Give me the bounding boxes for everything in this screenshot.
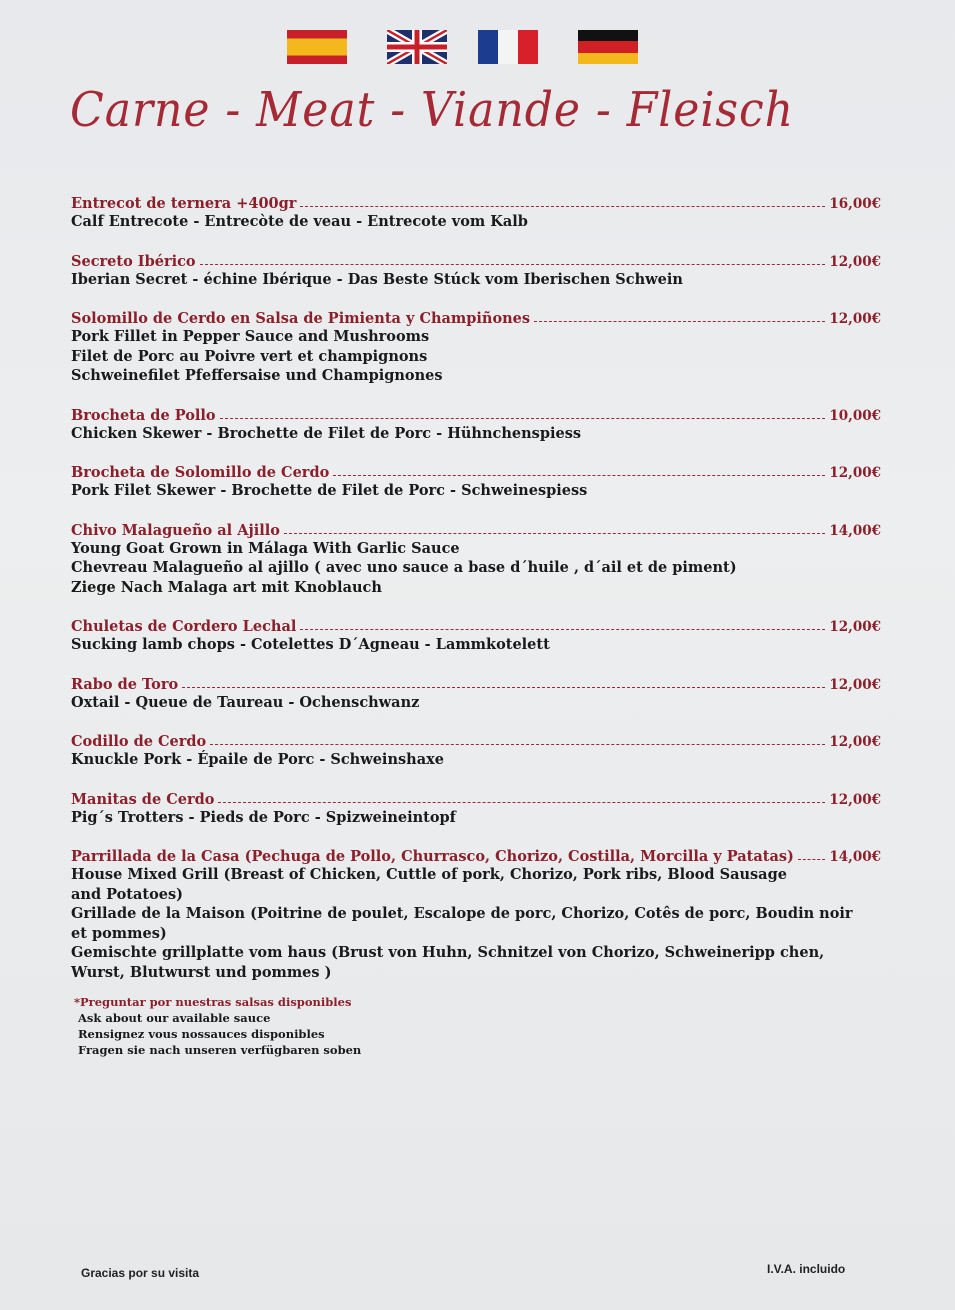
- dish-description: Calf Entrecote - Entrecòte de veau - Entrecote vom Kalb: [71, 213, 528, 230]
- menu-item: [71, 730, 881, 770]
- dish-description: et pommes): [71, 924, 167, 942]
- dotted-leader: [284, 533, 825, 534]
- dish-description: Schweinefilet Pfeffersaise und Champignones: [71, 367, 443, 384]
- dish-price: 12,00€: [829, 253, 881, 270]
- menu-item: [71, 461, 881, 501]
- dish-name: Chuletas de Cordero Lechal: [71, 618, 297, 635]
- dish-description: and Potatoes): [71, 885, 184, 903]
- language-flags: [287, 30, 639, 64]
- dish-price: 12,00€: [829, 791, 881, 808]
- dotted-leader: [534, 321, 825, 322]
- france-flag-icon[interactable]: [478, 30, 538, 64]
- menu-item-header: [71, 192, 881, 212]
- menu-item: [71, 615, 881, 655]
- dotted-leader: [220, 418, 826, 419]
- menu-item: [71, 845, 881, 982]
- dish-description: Pig´s Trotters - Pieds de Porc - Spizweineintopf: [71, 808, 456, 826]
- dish-description: Sucking lamb chops - Cotelettes D´Agneau - Lammkotelett: [71, 636, 550, 653]
- dotted-leader: [200, 264, 826, 265]
- menu-item-header: [71, 673, 881, 693]
- uk-flag-icon[interactable]: [387, 30, 447, 64]
- dish-price: 12,00€: [829, 465, 881, 481]
- dish-price: 12,00€: [829, 734, 881, 750]
- dish-name: Brocheta de Solomillo de Cerdo: [71, 464, 330, 481]
- dish-name: Secreto Ibérico: [71, 252, 196, 270]
- menu-item-header: [71, 845, 881, 865]
- menu-item: [71, 404, 881, 444]
- menu-item-header: [71, 615, 881, 635]
- menu-item: [71, 307, 881, 386]
- dish-description: Grillade de la Maison (Poitrine de poulet, Escalope de porc, Chorizo, Cotês de porc, Boudin noir: [71, 905, 853, 922]
- dish-price: 10,00€: [829, 407, 881, 424]
- note-line: Ask about our available sauce: [78, 1011, 271, 1025]
- dotted-leader: [300, 629, 825, 630]
- dish-name: Manitas de Cerdo: [71, 790, 215, 808]
- dish-description: House Mixed Grill (Breast of Chicken, Cuttle of pork, Chorizo, Pork ribs, Blood Sausage: [71, 866, 787, 883]
- dish-description: Pork Fillet in Pepper Sauce and Mushrooms: [71, 328, 430, 345]
- dish-price: 12,00€: [829, 676, 881, 693]
- dish-description: Chicken Skewer - Brochette de Filet de Porc - Hühnchenspiess: [71, 424, 582, 442]
- dish-description: Chevreau Malagueño al ajillo ( avec uno sauce a base d´huile , d´ail et de piment): [71, 559, 737, 576]
- dish-price: 14,00€: [829, 522, 881, 539]
- menu-item-header: [71, 307, 881, 327]
- dotted-leader: [300, 206, 825, 207]
- dish-name: Parrillada de la Casa (Pechuga de Pollo, Churrasco, Chorizo, Costilla, Morcilla y Patatas): [71, 848, 794, 865]
- dotted-leader: [798, 859, 825, 860]
- menu-item: [71, 250, 881, 290]
- dish-price: 14,00€: [829, 849, 881, 865]
- menu-item-header: [71, 404, 881, 424]
- sauce-notes: [74, 994, 361, 1058]
- dish-description: Gemischte grillplatte vom haus (Brust von Huhn, Schnitzel von Chorizo, Schweineripp chen,: [71, 944, 825, 961]
- spain-flag-icon[interactable]: [287, 30, 347, 64]
- dish-name: Rabo de Toro: [71, 675, 179, 693]
- menu-item-header: [71, 250, 881, 270]
- footer-vat: I.V.A. incluido: [767, 1262, 846, 1276]
- dish-name: Codillo de Cerdo: [71, 733, 207, 750]
- dotted-leader: [333, 475, 825, 476]
- footer-thanks: Gracias por su visita: [81, 1266, 200, 1280]
- dish-name: Entrecot de ternera +400gr: [71, 195, 297, 212]
- note-line: Fragen sie nach unseren verfügbaren soben: [78, 1043, 362, 1057]
- menu-item: [71, 192, 881, 232]
- menu-item-header: [71, 788, 881, 808]
- dish-name: Solomillo de Cerdo en Salsa de Pimienta y Champiñones: [71, 310, 531, 327]
- dish-description: Pork Filet Skewer - Brochette de Filet de Porc - Schweinespiess: [71, 482, 588, 499]
- note-line: Rensignez vous nossauces disponibles: [78, 1027, 325, 1041]
- dish-description: Young Goat Grown in Málaga With Garlic Sauce: [71, 539, 460, 557]
- dish-description: Iberian Secret - échine Ibérique - Das Beste Stúck vom Iberischen Schwein: [71, 270, 683, 288]
- dish-price: 16,00€: [829, 196, 881, 212]
- dish-description: Filet de Porc au Poivre vert et champignons: [71, 347, 428, 365]
- dish-price: 12,00€: [829, 619, 881, 635]
- dish-description: Ziege Nach Malaga art mit Knoblauch: [71, 578, 382, 596]
- page-title: Carne - Meat - Viande - Fleisch: [70, 82, 794, 138]
- menu-item: [71, 519, 881, 598]
- menu-list: [71, 192, 881, 1000]
- dotted-leader: [182, 687, 825, 688]
- dish-description: Oxtail - Queue de Taureau - Ochenschwanz: [71, 693, 420, 711]
- menu-item-header: [71, 519, 881, 539]
- menu-item: [71, 788, 881, 828]
- menu-item-header: [71, 461, 881, 481]
- dish-name: Brocheta de Pollo: [71, 406, 216, 424]
- dotted-leader: [218, 802, 825, 803]
- germany-flag-icon[interactable]: [578, 30, 638, 64]
- menu-item-header: [71, 730, 881, 750]
- note-line: *Preguntar por nuestras salsas disponibles: [74, 995, 352, 1009]
- dotted-leader: [210, 744, 825, 745]
- menu-item: [71, 673, 881, 713]
- dish-description: Knuckle Pork - Épaile de Porc - Schweinshaxe: [71, 751, 444, 768]
- dish-price: 12,00€: [829, 311, 881, 327]
- dish-description: Wurst, Blutwurst und pommes ): [71, 963, 332, 981]
- dish-name: Chivo Malagueño al Ajillo: [71, 521, 280, 539]
